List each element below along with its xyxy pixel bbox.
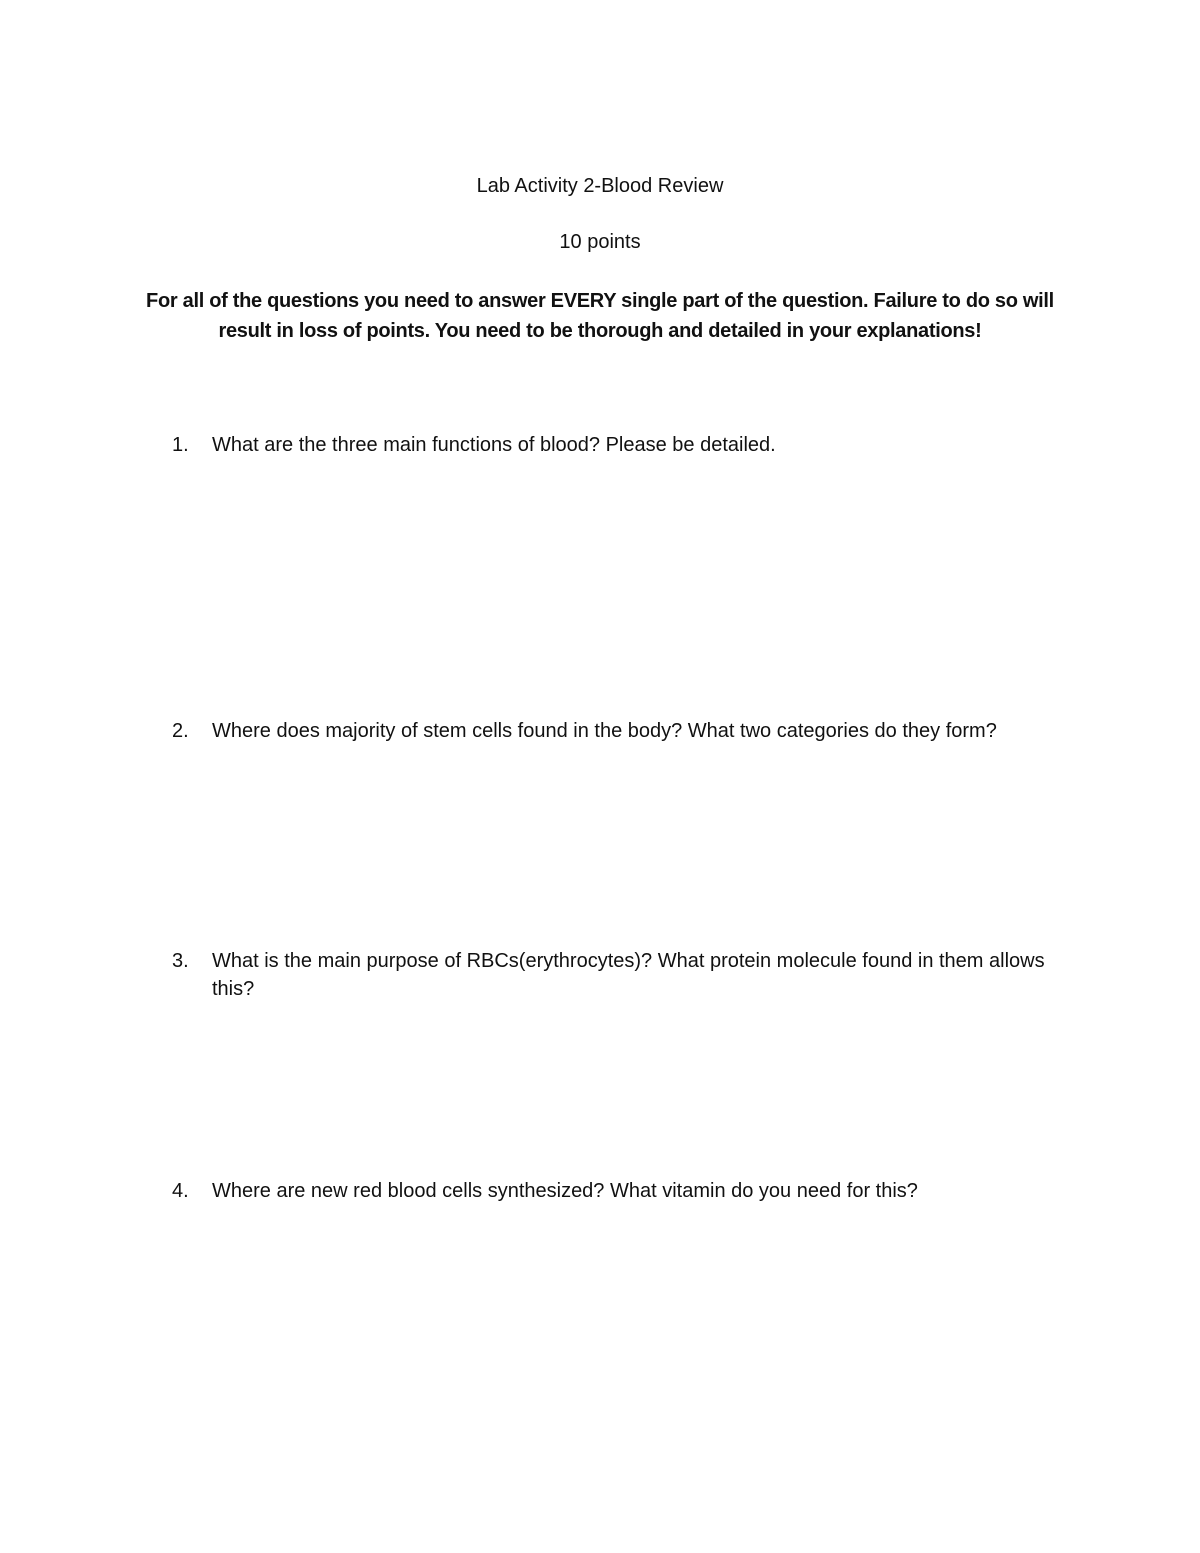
question-item <box>172 717 1072 745</box>
question-number: 4. <box>172 1180 189 1202</box>
question-item <box>172 947 1072 1003</box>
question-text: What is the main purpose of RBCs(erythrocytes)? What protein molecule found in them allows this? <box>212 950 1045 1000</box>
question-text: Where are new red blood cells synthesized? What vitamin do you need for this? <box>212 1180 918 1202</box>
question-item <box>172 1177 1072 1205</box>
question-number: 1. <box>172 434 189 456</box>
page-title: Lab Activity 2-Blood Review <box>476 175 724 197</box>
question-text: Where does majority of stem cells found in the body? What two categories do they form? <box>212 720 997 742</box>
instructions-text: For all of the questions you need to answer EVERY single part of the question. Failure to do so will result in loss of points. You need to be thorough and detailed in your explanations! <box>146 290 1054 342</box>
points-label: 10 points <box>559 231 641 253</box>
question-item <box>172 431 1072 459</box>
question-number: 3. <box>172 950 189 972</box>
question-number: 2. <box>172 720 189 742</box>
question-text: What are the three main functions of blood? Please be detailed. <box>212 434 776 456</box>
